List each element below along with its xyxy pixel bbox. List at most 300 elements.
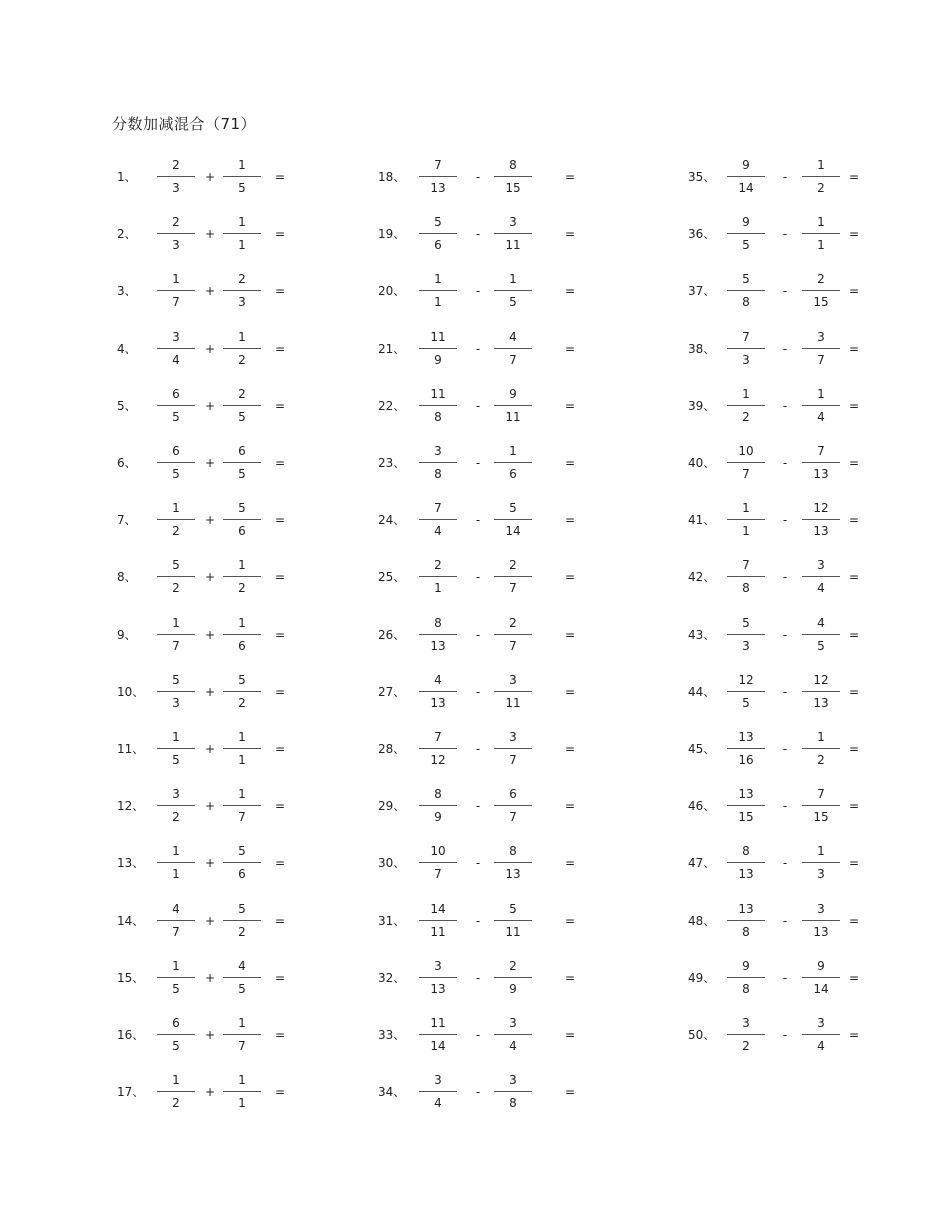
fraction-first — [157, 214, 195, 254]
denominator: 3 — [172, 181, 180, 195]
problem-number: 14、 — [117, 913, 145, 928]
equals-sign: = — [849, 970, 860, 985]
denominator: 1 — [238, 753, 246, 767]
fraction-first — [727, 271, 765, 311]
fraction-second — [494, 557, 532, 597]
numerator: 5 — [742, 615, 750, 630]
denominator: 5 — [817, 638, 825, 653]
fraction-first — [157, 1015, 195, 1055]
denominator: 4 — [172, 352, 180, 367]
operator-sign: + — [204, 856, 216, 871]
fraction-first — [727, 329, 765, 369]
operator-sign: + — [204, 456, 216, 470]
fraction-bar — [223, 1034, 261, 1035]
denominator: 12 — [430, 753, 446, 767]
denominator: 15 — [738, 810, 754, 825]
fraction-second — [494, 386, 532, 426]
page-title: 分数加减混合（71） — [112, 115, 257, 133]
fraction-bar — [727, 977, 765, 978]
denominator: 5 — [742, 238, 750, 253]
problem-row — [378, 500, 678, 540]
problem-row — [688, 500, 950, 540]
numerator: 5 — [434, 215, 442, 230]
denominator: 7 — [434, 867, 442, 882]
fraction-second — [802, 729, 840, 769]
fraction-second — [223, 157, 261, 197]
denominator: 2 — [238, 924, 246, 939]
fraction-bar — [494, 176, 532, 177]
numerator: 6 — [238, 444, 246, 458]
denominator: 5 — [172, 753, 180, 767]
numerator: 8 — [509, 158, 517, 172]
problem-row — [688, 271, 950, 311]
problem-row — [378, 729, 678, 769]
denominator: 11 — [505, 238, 521, 253]
denominator: 2 — [742, 1039, 750, 1053]
fraction-bar — [494, 348, 532, 349]
fraction-second — [802, 271, 840, 311]
equals-sign: = — [849, 456, 860, 470]
equals-sign: = — [275, 1028, 286, 1042]
denominator: 9 — [509, 981, 517, 996]
problem-number: 43、 — [688, 627, 716, 642]
fraction-bar — [494, 862, 532, 863]
denominator: 3 — [238, 295, 246, 310]
denominator: 5 — [238, 181, 246, 195]
denominator: 6 — [238, 867, 246, 882]
fraction-first — [419, 1072, 457, 1112]
denominator: 2 — [742, 409, 750, 424]
fraction-first — [419, 386, 457, 426]
numerator: 5 — [742, 272, 750, 287]
operator-sign: - — [782, 170, 788, 184]
numerator: 1 — [817, 844, 825, 859]
denominator: 9 — [434, 352, 442, 367]
fraction-bar — [157, 634, 195, 635]
problem-number: 7、 — [117, 513, 137, 528]
denominator: 13 — [738, 867, 754, 882]
problem-row — [378, 329, 678, 369]
fraction-first — [419, 214, 457, 254]
fraction-bar — [802, 576, 840, 577]
fraction-second — [223, 329, 261, 369]
equals-sign: = — [565, 1085, 576, 1100]
problem-number: 3、 — [117, 284, 137, 299]
equals-sign: = — [275, 570, 286, 585]
problem-row — [378, 271, 678, 311]
fraction-first — [419, 157, 457, 197]
numerator: 14 — [430, 901, 446, 916]
numerator: 2 — [172, 215, 180, 230]
fraction-first — [727, 843, 765, 883]
denominator: 8 — [742, 981, 750, 996]
fraction-bar — [494, 290, 532, 291]
fraction-first — [727, 157, 765, 197]
fraction-second — [494, 500, 532, 540]
problem-row — [378, 615, 678, 655]
numerator: 2 — [509, 958, 517, 973]
problem-row — [688, 1015, 950, 1055]
fraction-bar — [157, 920, 195, 921]
operator-sign: + — [204, 1028, 216, 1042]
fraction-second — [802, 157, 840, 197]
operator-sign: + — [204, 227, 216, 242]
fraction-first — [419, 500, 457, 540]
fraction-second — [802, 843, 840, 883]
equals-sign: = — [565, 341, 576, 356]
problem-row — [688, 786, 950, 826]
equals-sign: = — [849, 856, 860, 871]
problem-number: 41、 — [688, 513, 716, 528]
equals-sign: = — [275, 513, 286, 528]
fraction-second — [494, 1015, 532, 1055]
fraction-bar — [494, 634, 532, 635]
numerator: 3 — [817, 329, 825, 344]
problem-number: 48、 — [688, 913, 716, 928]
denominator: 2 — [172, 1096, 180, 1111]
fraction-first — [419, 443, 457, 483]
numerator: 2 — [509, 558, 517, 573]
problem-number: 36、 — [688, 227, 716, 242]
problem-row — [117, 500, 417, 540]
fraction-first — [157, 615, 195, 655]
fraction-bar — [157, 977, 195, 978]
denominator: 4 — [817, 1039, 825, 1053]
operator-sign: + — [204, 627, 216, 642]
fraction-bar — [727, 862, 765, 863]
denominator: 6 — [238, 524, 246, 539]
problem-number: 1、 — [117, 170, 137, 184]
numerator: 1 — [238, 730, 246, 744]
equals-sign: = — [275, 742, 286, 756]
problem-row — [117, 958, 417, 998]
denominator: 2 — [172, 581, 180, 596]
fraction-first — [419, 329, 457, 369]
problem-number: 5、 — [117, 398, 137, 413]
fraction-bar — [419, 691, 457, 692]
denominator: 1 — [817, 238, 825, 253]
problem-number: 8、 — [117, 570, 137, 585]
problem-number: 13、 — [117, 856, 145, 871]
fraction-bar — [223, 805, 261, 806]
fraction-bar — [223, 290, 261, 291]
numerator: 3 — [509, 215, 517, 230]
denominator: 8 — [434, 467, 442, 481]
numerator: 8 — [509, 844, 517, 859]
denominator: 13 — [813, 695, 829, 710]
equals-sign: = — [849, 170, 860, 184]
fraction-second — [494, 901, 532, 941]
denominator: 14 — [813, 981, 829, 996]
problem-number: 47、 — [688, 856, 716, 871]
fraction-bar — [157, 519, 195, 520]
numerator: 2 — [434, 558, 442, 573]
operator-sign: + — [204, 341, 216, 356]
operator-sign: + — [204, 799, 216, 814]
fraction-bar — [802, 920, 840, 921]
numerator: 9 — [817, 958, 825, 973]
fraction-bar — [419, 405, 457, 406]
numerator: 1 — [172, 1073, 180, 1088]
fraction-second — [223, 615, 261, 655]
fraction-first — [727, 500, 765, 540]
fraction-bar — [419, 862, 457, 863]
equals-sign: = — [565, 398, 576, 413]
numerator: 9 — [742, 958, 750, 973]
fraction-second — [223, 1015, 261, 1055]
denominator: 7 — [172, 295, 180, 310]
problem-number: 17、 — [117, 1085, 145, 1100]
operator-sign: + — [204, 284, 216, 299]
numerator: 6 — [509, 787, 517, 802]
fraction-second — [494, 443, 532, 483]
fraction-bar — [727, 233, 765, 234]
operator-sign: + — [204, 570, 216, 585]
operator-sign: + — [204, 1085, 216, 1100]
denominator: 2 — [817, 181, 825, 195]
denominator: 7 — [172, 924, 180, 939]
fraction-bar — [223, 462, 261, 463]
denominator: 6 — [509, 467, 517, 481]
equals-sign: = — [849, 398, 860, 413]
operator-sign: - — [475, 627, 481, 642]
numerator: 8 — [434, 615, 442, 630]
fraction-bar — [727, 290, 765, 291]
denominator: 2 — [238, 581, 246, 596]
problem-row — [688, 157, 950, 197]
denominator: 1 — [172, 867, 180, 882]
numerator: 5 — [238, 901, 246, 916]
fraction-second — [494, 271, 532, 311]
fraction-bar — [223, 519, 261, 520]
problem-row — [117, 271, 417, 311]
fraction-bar — [419, 519, 457, 520]
problem-number: 6、 — [117, 456, 137, 470]
fraction-second — [802, 615, 840, 655]
fraction-second — [802, 557, 840, 597]
fraction-bar — [223, 405, 261, 406]
problem-number: 33、 — [378, 1028, 406, 1042]
fraction-bar — [727, 634, 765, 635]
problem-number: 45、 — [688, 742, 716, 756]
numerator: 2 — [172, 158, 180, 172]
fraction-second — [802, 329, 840, 369]
fraction-bar — [223, 862, 261, 863]
denominator: 13 — [813, 524, 829, 539]
fraction-second — [223, 958, 261, 998]
numerator: 1 — [817, 730, 825, 744]
problem-row — [378, 443, 678, 483]
fraction-second — [494, 615, 532, 655]
denominator: 1 — [238, 238, 246, 253]
denominator: 11 — [505, 695, 521, 710]
fraction-bar — [419, 290, 457, 291]
fraction-bar — [419, 805, 457, 806]
fraction-bar — [727, 176, 765, 177]
equals-sign: = — [565, 170, 576, 184]
denominator: 2 — [238, 352, 246, 367]
numerator: 6 — [172, 1016, 180, 1030]
operator-sign: - — [475, 1085, 481, 1100]
numerator: 3 — [509, 672, 517, 687]
problem-row — [688, 329, 950, 369]
fraction-bar — [157, 1034, 195, 1035]
fraction-bar — [419, 977, 457, 978]
fraction-bar — [802, 748, 840, 749]
operator-sign: - — [782, 627, 788, 642]
problem-number: 9、 — [117, 627, 137, 642]
fraction-first — [727, 386, 765, 426]
denominator: 3 — [742, 638, 750, 653]
fraction-bar — [157, 576, 195, 577]
fraction-bar — [494, 233, 532, 234]
fraction-bar — [157, 405, 195, 406]
problem-row — [688, 615, 950, 655]
fraction-bar — [802, 1034, 840, 1035]
fraction-first — [157, 329, 195, 369]
operator-sign: - — [475, 684, 481, 699]
operator-sign: + — [204, 913, 216, 928]
fraction-second — [494, 843, 532, 883]
denominator: 13 — [430, 638, 446, 653]
denominator: 7 — [742, 467, 750, 481]
fraction-second — [494, 786, 532, 826]
fraction-second — [223, 729, 261, 769]
numerator: 7 — [434, 501, 442, 516]
denominator: 2 — [238, 695, 246, 710]
problem-row — [117, 214, 417, 254]
equals-sign: = — [275, 341, 286, 356]
numerator: 3 — [172, 329, 180, 344]
numerator: 12 — [813, 672, 829, 687]
fraction-bar — [223, 1091, 261, 1092]
denominator: 11 — [505, 409, 521, 424]
equals-sign: = — [565, 1028, 576, 1042]
fraction-bar — [727, 462, 765, 463]
equals-sign: = — [849, 742, 860, 756]
numerator: 3 — [434, 1073, 442, 1088]
numerator: 3 — [817, 1016, 825, 1030]
denominator: 5 — [238, 981, 246, 996]
fraction-second — [223, 901, 261, 941]
denominator: 13 — [505, 867, 521, 882]
fraction-bar — [802, 290, 840, 291]
denominator: 8 — [509, 1096, 517, 1111]
problem-row — [117, 329, 417, 369]
fraction-bar — [802, 462, 840, 463]
numerator: 7 — [434, 158, 442, 172]
problem-number: 4、 — [117, 341, 137, 356]
numerator: 3 — [434, 444, 442, 458]
problem-row — [117, 615, 417, 655]
fraction-second — [223, 557, 261, 597]
numerator: 4 — [434, 672, 442, 687]
denominator: 5 — [238, 467, 246, 481]
denominator: 7 — [509, 581, 517, 596]
numerator: 1 — [172, 272, 180, 287]
fraction-first — [157, 958, 195, 998]
numerator: 5 — [509, 901, 517, 916]
equals-sign: = — [275, 284, 286, 299]
equals-sign: = — [849, 341, 860, 356]
problem-number: 19、 — [378, 227, 406, 242]
equals-sign: = — [275, 1085, 286, 1100]
numerator: 3 — [509, 730, 517, 744]
numerator: 11 — [430, 386, 446, 401]
denominator: 1 — [434, 581, 442, 596]
fraction-first — [419, 615, 457, 655]
denominator: 1 — [238, 1096, 246, 1111]
fraction-first — [727, 443, 765, 483]
numerator: 12 — [738, 672, 754, 687]
operator-sign: - — [782, 513, 788, 528]
fraction-second — [223, 672, 261, 712]
denominator: 2 — [817, 753, 825, 767]
numerator: 1 — [238, 787, 246, 802]
denominator: 13 — [813, 467, 829, 481]
equals-sign: = — [849, 227, 860, 242]
fraction-first — [157, 386, 195, 426]
fraction-bar — [157, 1091, 195, 1092]
fraction-bar — [494, 576, 532, 577]
fraction-bar — [419, 233, 457, 234]
fraction-second — [802, 901, 840, 941]
fraction-bar — [494, 920, 532, 921]
fraction-bar — [223, 634, 261, 635]
fraction-bar — [802, 691, 840, 692]
fraction-first — [157, 1072, 195, 1112]
numerator: 4 — [509, 329, 517, 344]
operator-sign: - — [782, 227, 788, 242]
problem-row — [378, 672, 678, 712]
fraction-first — [157, 271, 195, 311]
numerator: 1 — [172, 730, 180, 744]
problem-row — [688, 557, 950, 597]
fraction-bar — [494, 405, 532, 406]
fraction-first — [727, 615, 765, 655]
operator-sign: - — [782, 1028, 788, 1042]
denominator: 7 — [509, 352, 517, 367]
numerator: 5 — [172, 558, 180, 573]
problem-row — [688, 386, 950, 426]
equals-sign: = — [849, 1028, 860, 1042]
denominator: 5 — [172, 409, 180, 424]
problem-number: 44、 — [688, 684, 716, 699]
denominator: 15 — [813, 295, 829, 310]
problem-row — [117, 1015, 417, 1055]
problem-number: 22、 — [378, 398, 406, 413]
denominator: 4 — [509, 1039, 517, 1053]
numerator: 7 — [742, 329, 750, 344]
operator-sign: - — [475, 799, 481, 814]
problem-number: 38、 — [688, 341, 716, 356]
numerator: 8 — [742, 844, 750, 859]
equals-sign: = — [849, 627, 860, 642]
numerator: 1 — [172, 615, 180, 630]
problem-row — [117, 729, 417, 769]
fraction-bar — [157, 348, 195, 349]
operator-sign: - — [782, 284, 788, 299]
numerator: 3 — [817, 901, 825, 916]
fraction-second — [802, 1015, 840, 1055]
denominator: 1 — [434, 295, 442, 310]
denominator: 15 — [813, 810, 829, 825]
denominator: 7 — [509, 753, 517, 767]
problem-row — [688, 901, 950, 941]
numerator: 1 — [172, 501, 180, 516]
fraction-bar — [494, 748, 532, 749]
numerator: 1 — [742, 501, 750, 516]
